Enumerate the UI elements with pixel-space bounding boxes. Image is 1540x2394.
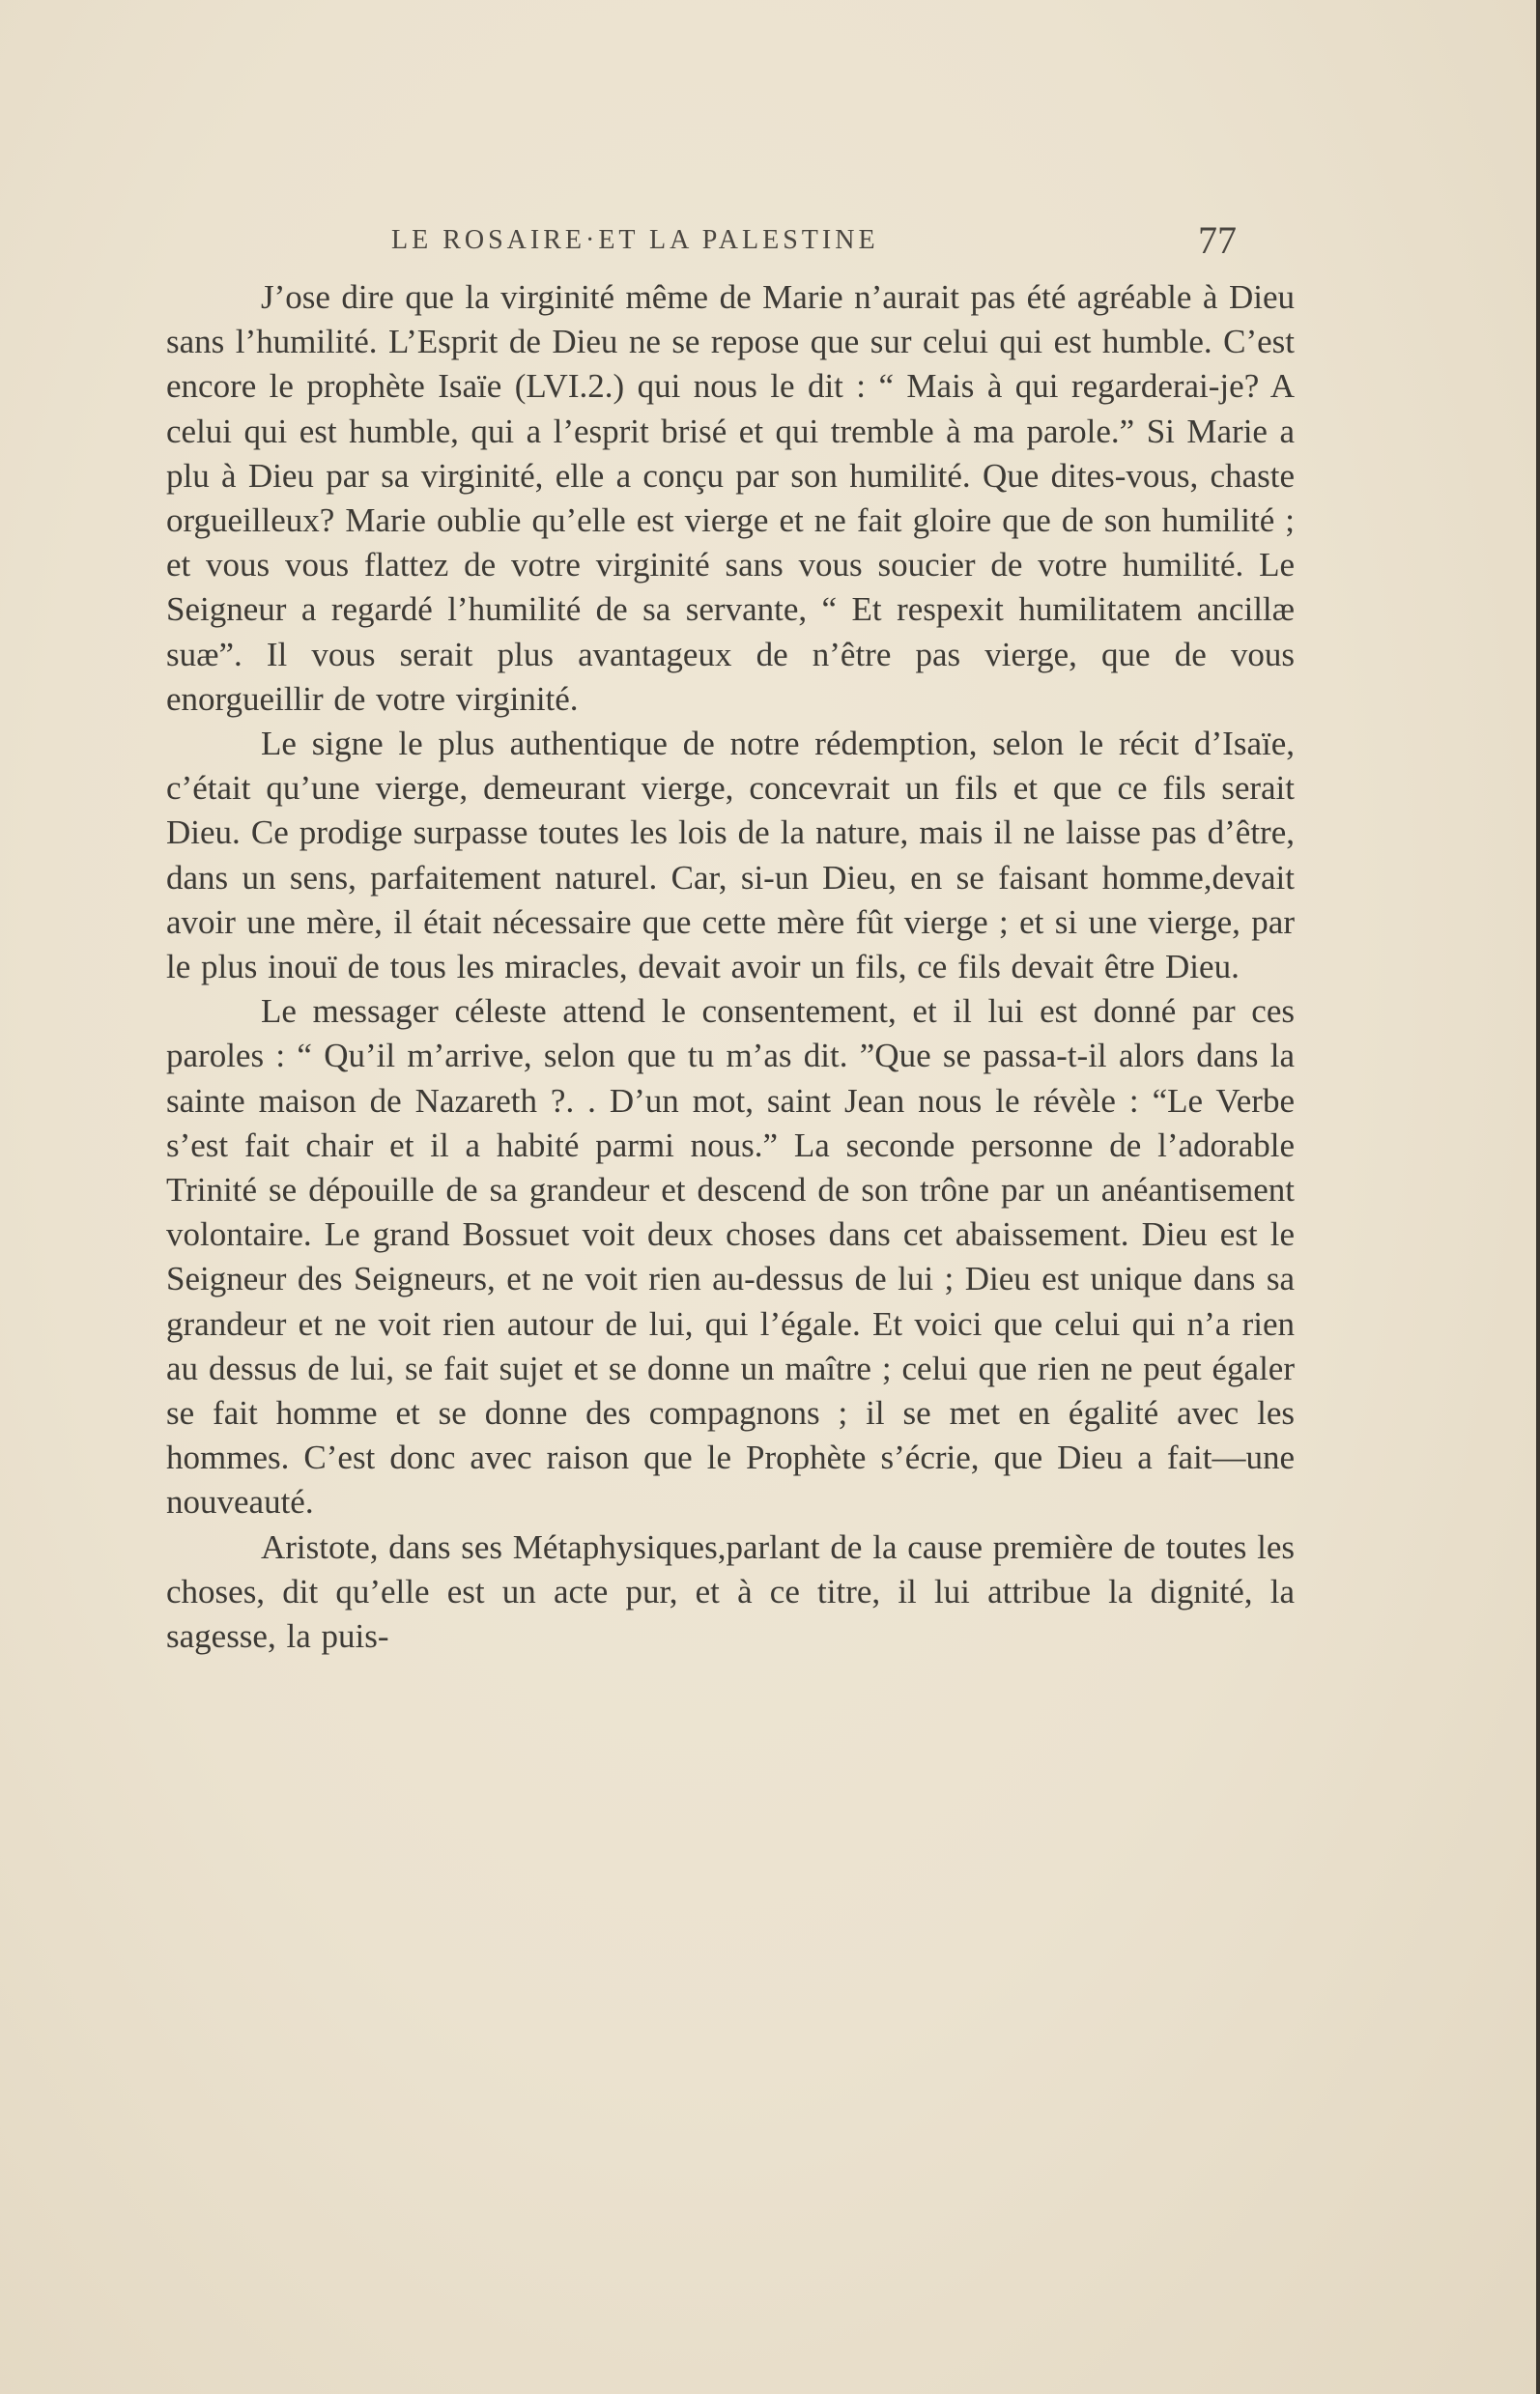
running-title: LE ROSAIRE·ET LA PALESTINE bbox=[391, 225, 879, 255]
paragraph-4: Aristote, dans ses Métaphysiques,parlant de la cause première de toutes les choses, dit qu’elle est un acte pur, et à ce titre, il lui attribue la dignité, la sagesse, la puis- bbox=[166, 1527, 1295, 1656]
paragraph-2: Le signe le plus authentique de notre rédemption, selon le récit d’Isaïe, c’était qu’une vierge, demeurant vierge, concevrait un fils et que ce fils serait Dieu. Ce prodige surpasse toutes les lois de la nature, mais il ne laisse pas d’être, dans un sens, parfaitement naturel. Car, si-un Dieu, en se faisant homme,devait avoir une mère, il était nécessaire que cette mère fût vierge ; et si une vierge, par le plus inouï de tous les miracles, devait avoir un fils, ce fils devait être Dieu. bbox=[166, 725, 1295, 986]
page-number: 77 bbox=[1198, 218, 1237, 262]
paragraph-1: J’ose dire que la virginité même de Marie n’aurait pas été agréable à Dieu sans l’humilité. L’Esprit de Dieu ne se repose que sur celui qui est humble. C’est encore le prophète Isaïe (LVI.2.) qui nous le dit : “ Mais à qui regarderai-je? A celui qui est humble, qui a l’esprit brisé et qui tremble à ma parole.” Si Marie a plu à Dieu par sa virginité, elle a conçu par son humilité. Que dites-vous, chaste orgueilleux? Marie oublie qu’elle est vierge et ne fait gloire que de son humilité ; et vous vous flattez de votre virginité sans vous soucier de votre humilité. Le Seigneur a regardé l’humilité de sa servante, “ Et respexit humilitatem ancillæ suæ”. Il vous serait plus avantageux de n’être pas vierge, que de vous enorgueillir de votre virginité. bbox=[166, 278, 1295, 718]
body-text bbox=[166, 275, 1295, 1659]
page-edge-shadow bbox=[1536, 0, 1540, 2394]
page-header bbox=[0, 217, 1540, 266]
paragraph-3: Le messager céleste attend le consentement, et il lui est donné par ces paroles : “ Qu’il m’arrive, selon que tu m’as dit. ”Que se passa-t-il alors dans la sainte maison de Nazareth ?. . D’un mot, saint Jean nous le révèle : “Le Verbe s’est fait chair et il a habité parmi nous.” La seconde personne de l’adorable Trinité se dépouille de sa grandeur et descend de son trône par un anéantisement volontaire. Le grand Bossuet voit deux choses dans cet abaissement. Dieu est le Seigneur des Seigneurs, et ne voit rien au-dessus de lui ; Dieu est unique dans sa grandeur et ne voit rien autour de lui, qui l’égale. Et voici que celui qui n’a rien au dessus de lui, se fait sujet et se donne un maître ; celui que rien ne peut égaler se fait homme et se donne des compagnons ; il se met en égalité avec les hommes. C’est donc avec raison que le Prophète s’écrie, que Dieu a fait—une nouveauté. bbox=[166, 992, 1295, 1522]
